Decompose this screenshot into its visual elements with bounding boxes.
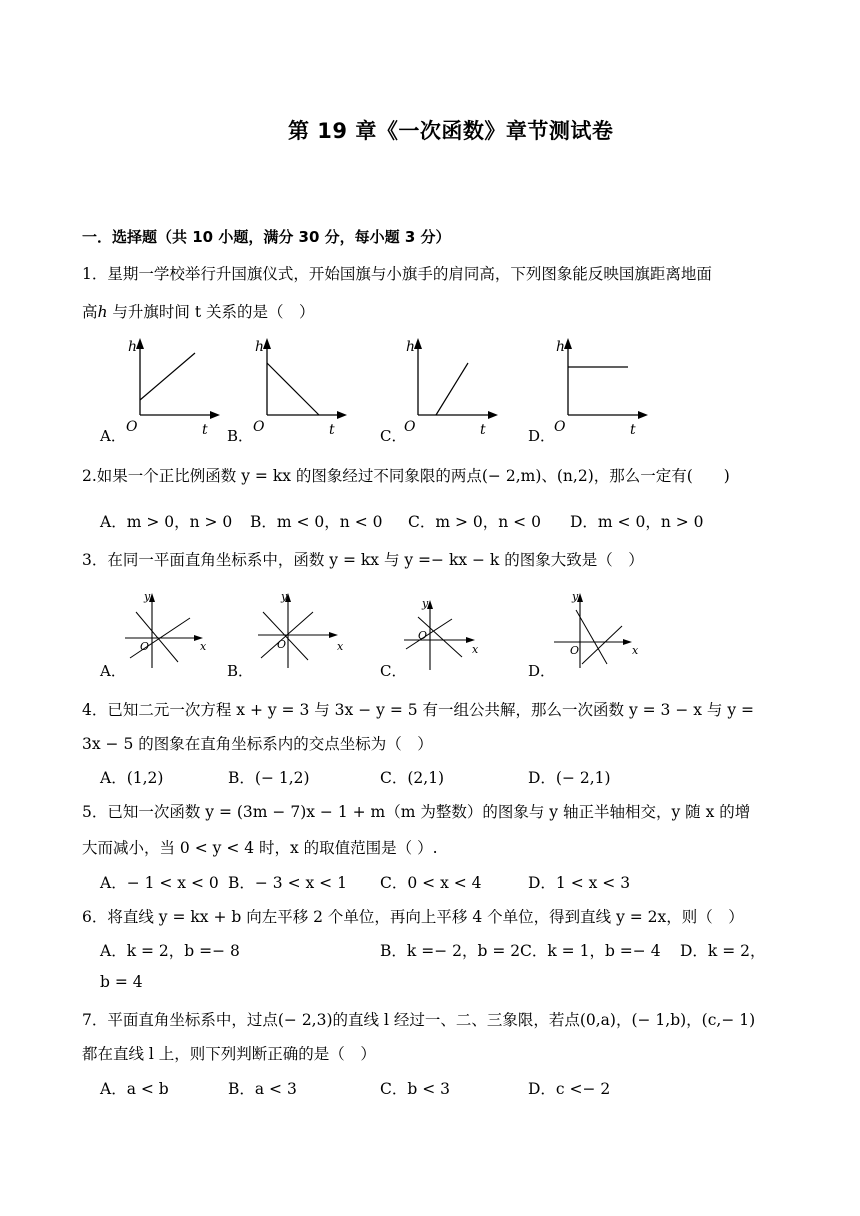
q1c-h-label: h bbox=[406, 339, 416, 355]
q1b-t-label: t bbox=[329, 422, 335, 438]
q1-graph-b bbox=[247, 335, 357, 440]
q5-option-d: D．1 < x < 3 bbox=[528, 874, 631, 892]
q5-option-b: B．− 3 < x < 1 bbox=[228, 874, 347, 892]
q1d-origin-label: O bbox=[554, 419, 566, 435]
q2-option-d: D．m < 0，n > 0 bbox=[570, 513, 704, 531]
q1d-h-label: h bbox=[556, 339, 566, 355]
q6-option-d: D．k = 2， bbox=[680, 942, 766, 960]
q1-option-a-label: A． bbox=[100, 427, 126, 445]
q1-option-c-label: C． bbox=[380, 427, 407, 445]
q7-option-c: C．b < 3 bbox=[380, 1080, 450, 1098]
q4-option-d: D．(− 2,1) bbox=[528, 769, 611, 787]
q1c-t-label: t bbox=[480, 422, 486, 438]
q7-option-d: D．c <− 2 bbox=[528, 1080, 611, 1098]
q3d-origin-label: O bbox=[570, 644, 580, 657]
q1-graph-a bbox=[120, 335, 230, 440]
q5-option-a: A．− 1 < x < 0 bbox=[100, 874, 219, 892]
q7-text-line2: 都在直线 l 上，则下列判断正确的是（ ） bbox=[82, 1045, 376, 1063]
q1-graph-c bbox=[398, 335, 508, 440]
q1b-h-label: h bbox=[255, 339, 265, 355]
q3c-y-label: y bbox=[422, 597, 429, 610]
q3d-y-label: y bbox=[572, 590, 579, 603]
q3-graph-b bbox=[253, 590, 348, 680]
q3-option-d-label: D． bbox=[528, 662, 556, 680]
q1c-origin-label: O bbox=[404, 419, 416, 435]
q3a-x-label: x bbox=[200, 640, 207, 653]
q4-option-a: A．(1,2) bbox=[100, 769, 164, 787]
q1a-t-label: t bbox=[202, 422, 208, 438]
q3-text: 3．在同一平面直角坐标系中，函数 y = kx 与 y =− kx − k 的图象大致是（ ） bbox=[82, 551, 644, 569]
q3-graph-d bbox=[552, 590, 647, 680]
q3c-origin-label: O bbox=[418, 629, 428, 642]
q4-option-b: B．(− 1,2) bbox=[228, 769, 310, 787]
q7-option-a: A．a < b bbox=[100, 1080, 169, 1098]
q7-option-b: B．a < 3 bbox=[228, 1080, 297, 1098]
q2-option-c: C．m > 0，n < 0 bbox=[408, 513, 541, 531]
q1b-origin-label: O bbox=[253, 419, 265, 435]
q2-option-a: A．m > 0，n > 0 bbox=[100, 513, 233, 531]
q3-option-a-label: A． bbox=[100, 662, 126, 680]
q3b-x-label: x bbox=[337, 640, 344, 653]
q1-option-d-label: D． bbox=[528, 427, 556, 445]
q1a-origin-label: O bbox=[126, 419, 138, 435]
q3c-x-label: x bbox=[472, 643, 479, 656]
q4-text-line1: 4．已知二元一次方程 x + y = 3 与 3x − y = 5 有一组公共解，那么一次函数 y = 3 − x 与 y = bbox=[82, 701, 755, 719]
q4-text-line2: 3x − 5 的图象在直角坐标系内的交点坐标为（ ） bbox=[82, 735, 433, 753]
q1-graph-d bbox=[548, 335, 658, 440]
q5-text-line1: 5．已知一次函数 y = (3m − 7)x − 1 + m（m 为整数）的图象与 y 轴正半轴相交，y 随 x 的增 bbox=[82, 803, 751, 821]
q3-graph-c bbox=[400, 595, 485, 675]
q7-text-line1: 7．平面直角坐标系中，过点(− 2,3)的直线 l 经过一、二、三象限，若点(0,a)，(− 1,b)，(c,− 1) bbox=[82, 1011, 756, 1029]
q2-option-b: B．m < 0，n < 0 bbox=[250, 513, 383, 531]
q3b-y-label: y bbox=[281, 590, 288, 603]
q3-option-c-label: C． bbox=[380, 662, 407, 680]
q3a-y-label: y bbox=[144, 590, 151, 603]
page-title: 第 19 章《一次函数》章节测试卷 bbox=[288, 119, 614, 143]
q1-text-line2: 高ℎ 与升旗时间 t 关系的是（ ） bbox=[82, 303, 315, 321]
q1-text-line1: 1．星期一学校举行升国旗仪式，开始国旗与小旗手的肩同高，下列图象能反映国旗距离地面 bbox=[82, 265, 712, 283]
q3a-origin-label: O bbox=[140, 640, 150, 653]
q2-text: 2.如果一个正比例函数 y = kx 的图象经过不同象限的两点(− 2,m)、(n,2)，那么一定有( ) bbox=[82, 467, 730, 485]
q4-option-c: C．(2,1) bbox=[380, 769, 445, 787]
section-heading: 一．选择题（共 10 小题，满分 30 分，每小题 3 分） bbox=[82, 228, 451, 246]
q6-option-c: C．k = 1，b =− 4 bbox=[520, 942, 661, 960]
q6-option-d-continued: b = 4 bbox=[100, 973, 143, 991]
q1a-h-label: h bbox=[128, 339, 138, 355]
q3d-x-label: x bbox=[632, 644, 639, 657]
q1-option-b-label: B． bbox=[227, 427, 254, 445]
q5-option-c: C．0 < x < 4 bbox=[380, 874, 482, 892]
q1d-t-label: t bbox=[630, 422, 636, 438]
q3-option-b-label: B． bbox=[227, 662, 254, 680]
q3-graph-a bbox=[120, 590, 215, 680]
q3b-origin-label: O bbox=[277, 638, 287, 651]
q6-option-a: A．k = 2，b =− 8 bbox=[100, 942, 240, 960]
q6-option-b: B．k =− 2，b = 2 bbox=[380, 942, 521, 960]
q5-text-line2: 大而减小，当 0 < y < 4 时，x 的取值范围是（ ）. bbox=[82, 839, 438, 857]
q6-text: 6．将直线 y = kx + b 向左平移 2 个单位，再向上平移 4 个单位，得到直线 y = 2x，则（ ） bbox=[82, 908, 744, 926]
